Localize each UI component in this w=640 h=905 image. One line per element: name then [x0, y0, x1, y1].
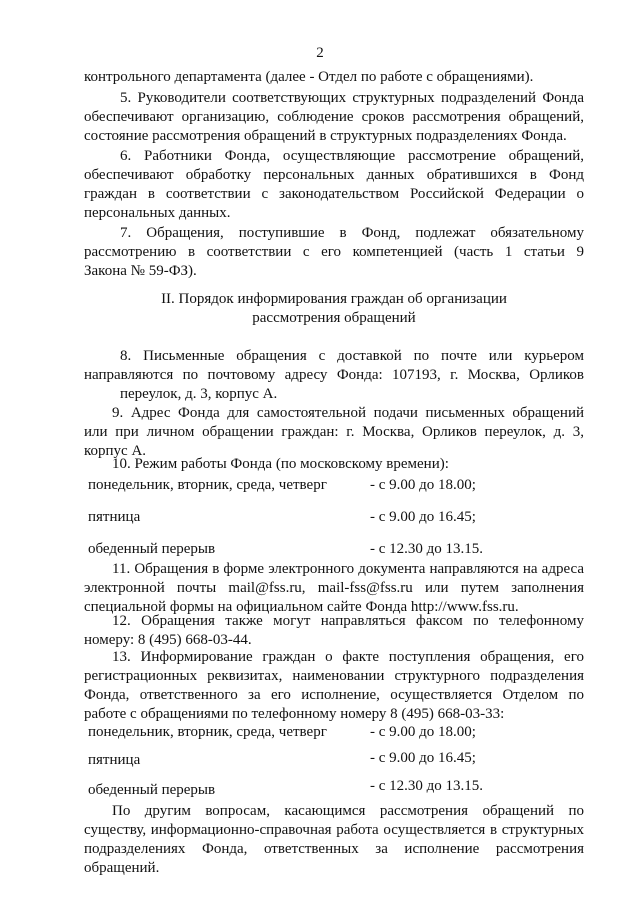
page-number: 2 [316, 45, 324, 61]
schedule-day: обеденный перерыв [88, 782, 216, 798]
text-line: обращений. [84, 860, 160, 876]
text-line: контрольного департамента (далее - Отдел по работе с обращениями). [84, 69, 534, 85]
text-line: Закона № 59-ФЗ). [84, 263, 197, 279]
text-line: работе с обращениями по телефонному номеру 8 (495) 668-03-33: [84, 706, 505, 722]
text-line: подразделениях Фонда, ответственных за исполнение рассмотрения [84, 841, 584, 857]
text-line: По другим вопросам, касающимся рассмотрения обращений по [112, 803, 584, 819]
text-line: 11. Обращения в форме электронного документа направляются на адреса [112, 561, 584, 577]
text-line: состояние рассмотрения обращений в структурных подразделениях Фонда. [84, 128, 567, 144]
schedule-day: пятница [88, 752, 141, 768]
paragraph-8 [84, 347, 584, 404]
text-line: электронной почты mail@fss.ru, mail-fss@fss.ru или путем заполнения [84, 580, 584, 596]
paragraph-11 [84, 560, 584, 617]
text-line: 12. Обращения также могут направляться факсом по телефонному [112, 613, 584, 629]
text-line: 10. Режим работы Фонда (по московскому времени): [112, 456, 449, 472]
text-line: 9. Адрес Фонда для самостоятельной подачи письменных обращений [112, 405, 584, 421]
schedule-time: - с 9.00 до 16.45; [370, 509, 476, 525]
text-line: корпус А. [84, 443, 147, 459]
text-line: Фонда, ответственного за его исполнение, осуществляется Отделом по [84, 687, 584, 703]
text-line: граждан в соответствии с законодательством Российской Федерации о [84, 186, 584, 202]
paragraph-5 [84, 89, 584, 146]
schedule-day: пятница [88, 509, 141, 525]
text-line: обеспечивают обработку персональных данных обратившихся в Фонд [84, 167, 584, 183]
text-line: 5. Руководители соответствующих структурных подразделений Фонда [120, 90, 584, 106]
text-line: переулок, д. 3, корпус А. [120, 386, 278, 402]
heading-line: II. Порядок информирования граждан об организации [161, 291, 507, 307]
schedule-time: - с 9.00 до 18.00; [370, 477, 476, 493]
text-line: или при личном обращении граждан: г. Москва, Орликов переулок, д. 3, [84, 424, 584, 440]
text-line: направляются по почтовому адресу Фонда: 107193, г. Москва, Орликов [84, 367, 584, 383]
text-line: существу, информационно-справочная работа осуществляется в структурных [84, 822, 584, 838]
text-line: 7. Обращения, поступившие в Фонд, подлежат обязательному [120, 225, 584, 241]
paragraph-9 [84, 404, 584, 461]
text-line: обеспечивают организацию, соблюдение сроков рассмотрения обращений, [84, 109, 584, 125]
paragraph-6 [84, 147, 584, 223]
schedule-row [88, 476, 588, 502]
text-line: рассмотрению в соответствии с его компетенцией (часть 1 статьи 9 [84, 244, 584, 260]
paragraph-12 [84, 612, 584, 650]
text-line: 6. Работники Фонда, осуществляющие рассмотрение обращений, [120, 148, 584, 164]
text-line: регистрационных реквизитах, наименовании структурного подразделения [84, 668, 584, 684]
schedule-row [88, 723, 588, 749]
schedule-time: - с 12.30 до 13.15. [370, 541, 484, 557]
schedule-day: обеденный перерыв [88, 541, 216, 557]
schedule-table-2 [88, 723, 588, 803]
schedule-day: понедельник, вторник, среда, четверг [88, 724, 327, 740]
paragraph-10 [84, 455, 584, 474]
paragraph-intro [84, 68, 584, 87]
text-line: специальной формы на официальном сайте Фонда http://www.fss.ru. [84, 599, 519, 615]
heading-line: рассмотрения обращений [252, 310, 416, 326]
schedule-time: - с 9.00 до 16.45; [370, 750, 476, 766]
text-line: 8. Письменные обращения с доставкой по почте или курьером [120, 348, 584, 364]
text-line: 13. Информирование граждан о факте поступления обращения, его [112, 649, 584, 665]
paragraph-13 [84, 648, 584, 724]
paragraph-final [84, 802, 584, 878]
schedule-time: - с 9.00 до 18.00; [370, 724, 476, 740]
text-line: номеру: 8 (495) 668-03-44. [84, 632, 252, 648]
schedule-time: - с 12.30 до 13.15. [370, 778, 484, 794]
schedule-row [88, 749, 588, 775]
schedule-table-1 [88, 476, 588, 566]
schedule-row [88, 777, 588, 803]
schedule-row [88, 508, 588, 534]
section-heading [84, 290, 584, 328]
schedule-day: понедельник, вторник, среда, четверг [88, 477, 327, 493]
paragraph-7 [84, 224, 584, 281]
text-line: персональных данных. [84, 205, 231, 221]
